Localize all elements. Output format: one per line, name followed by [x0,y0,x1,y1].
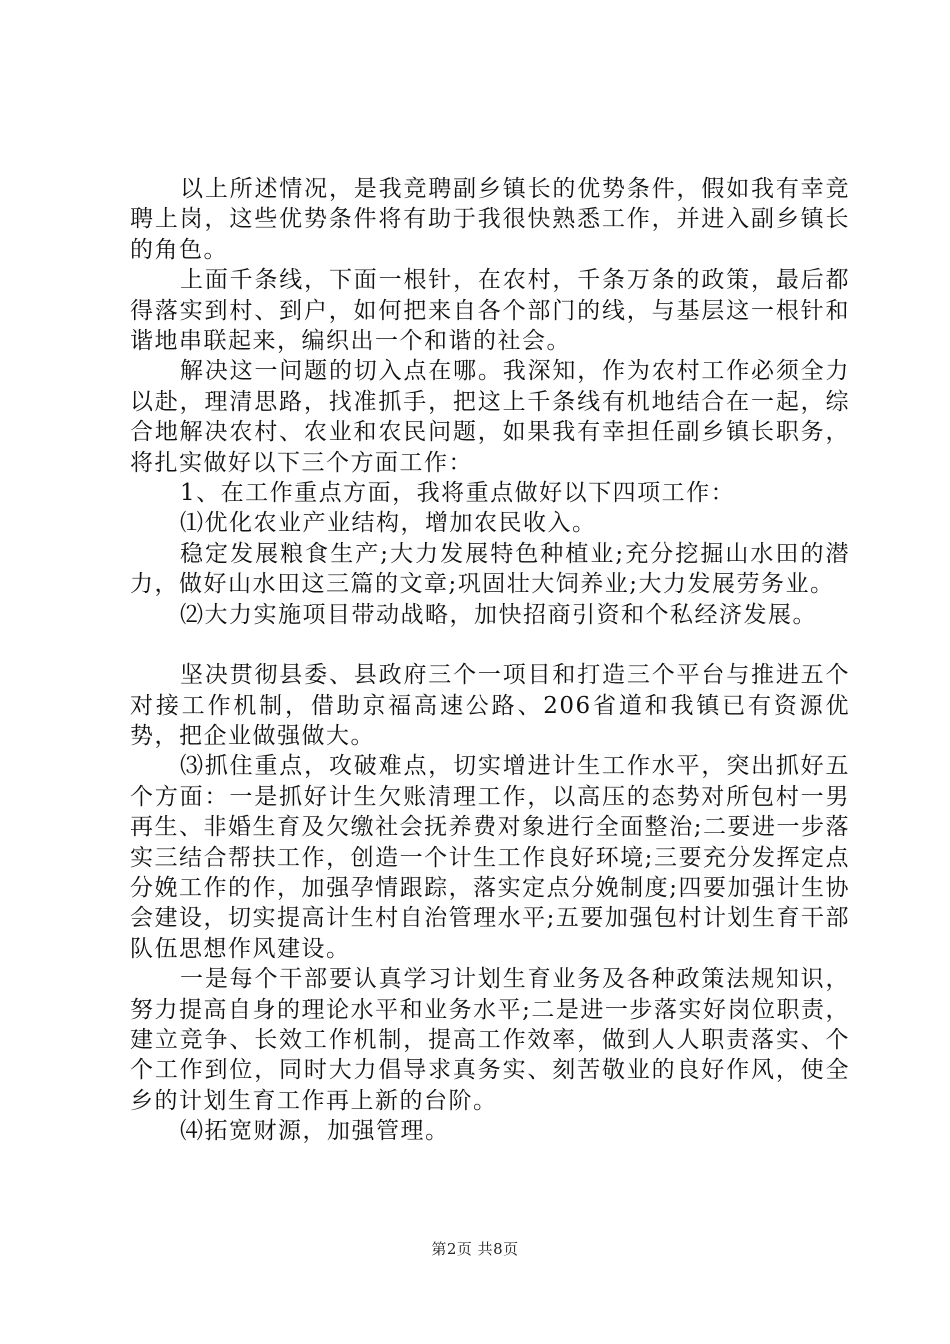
paragraph-entry-point: 解决这一问题的切入点在哪。我深知，作为农村工作必须全力以赴，理清思路，找准抓手，把这上千条线有机地结合在一起，综合地解决农村、农业和农民问题，如果我有幸担任副乡镇长职务，将扎实做好以下三个方面工作： [130,358,850,476]
paragraph-item-1-heading: 1、在工作重点方面，我将重点做好以下四项工作： [180,480,736,507]
paragraph-subitem-3: ⑶抓住重点，攻破难点，切实增进计生工作水平，突出抓好五个方面：一是抓好计生欠账清理工作，以高压的态势对所包村一男再生、非婚生育及欠缴社会抚养费对象进行全面整治;二要进一步落实三结合帮扶工作，创造一个计生工作良好环境;三要充分发挥定点分娩工作的作，加强孕情跟踪，落实定点分娩制度;四要加强计生协会建设，切实提高计生村自治管理水平;五要加强包村计划生育干部队伍思想作风建设。 [130,753,850,962]
paragraph-agriculture-detail: 稳定发展粮食生产;大力发展特色种植业;充分挖掘山水田的潜力，做好山水田这三篇的文章;巩固壮大饲养业;大力发展劳务业。 [130,540,850,598]
paragraph-advantages: 以上所述情况，是我竞聘副乡镇长的优势条件，假如我有幸竞聘上岗，这些优势条件将有助于我很快熟悉工作，并进入副乡镇长的角色。 [130,176,850,263]
paragraph-cadre-detail: 一是每个干部要认真学习计划生育业务及各种政策法规知识，努力提高自身的理论水平和业务水平;二是进一步落实好岗位职责，建立竞争、长效工作机制，提高工作效率，做到人人职责落实、个个工作到位，同时大力倡导求真务实、刻苦敬业的良好作风，使全乡的计划生育工作再上新的台阶。 [130,966,850,1114]
paragraph-subitem-2: ⑵大力实施项目带动战略，加快招商引资和个私经济发展。 [180,601,817,628]
paragraph-subitem-1: ⑴优化农业产业结构，增加农民收入。 [180,510,597,537]
document-body [130,174,850,1147]
paragraph-subitem-4: ⑷拓宽财源，加强管理。 [180,1118,450,1145]
paragraph-thousand-threads: 上面千条线，下面一根针，在农村，千条万条的政策，最后都得落实到村、到户，如何把来自各个部门的线，与基层这一根针和谐地串联起来，编织出一个和谐的社会。 [130,267,850,355]
page-number-footer: 第2页 共8页 [431,1240,519,1258]
paragraph-projects-detail: 坚决贯彻县委、县政府三个一项目和打造三个平台与推进五个对接工作机制，借助京福高速公路、206省道和我镇已有资源优势，把企业做强做大。 [130,662,850,749]
